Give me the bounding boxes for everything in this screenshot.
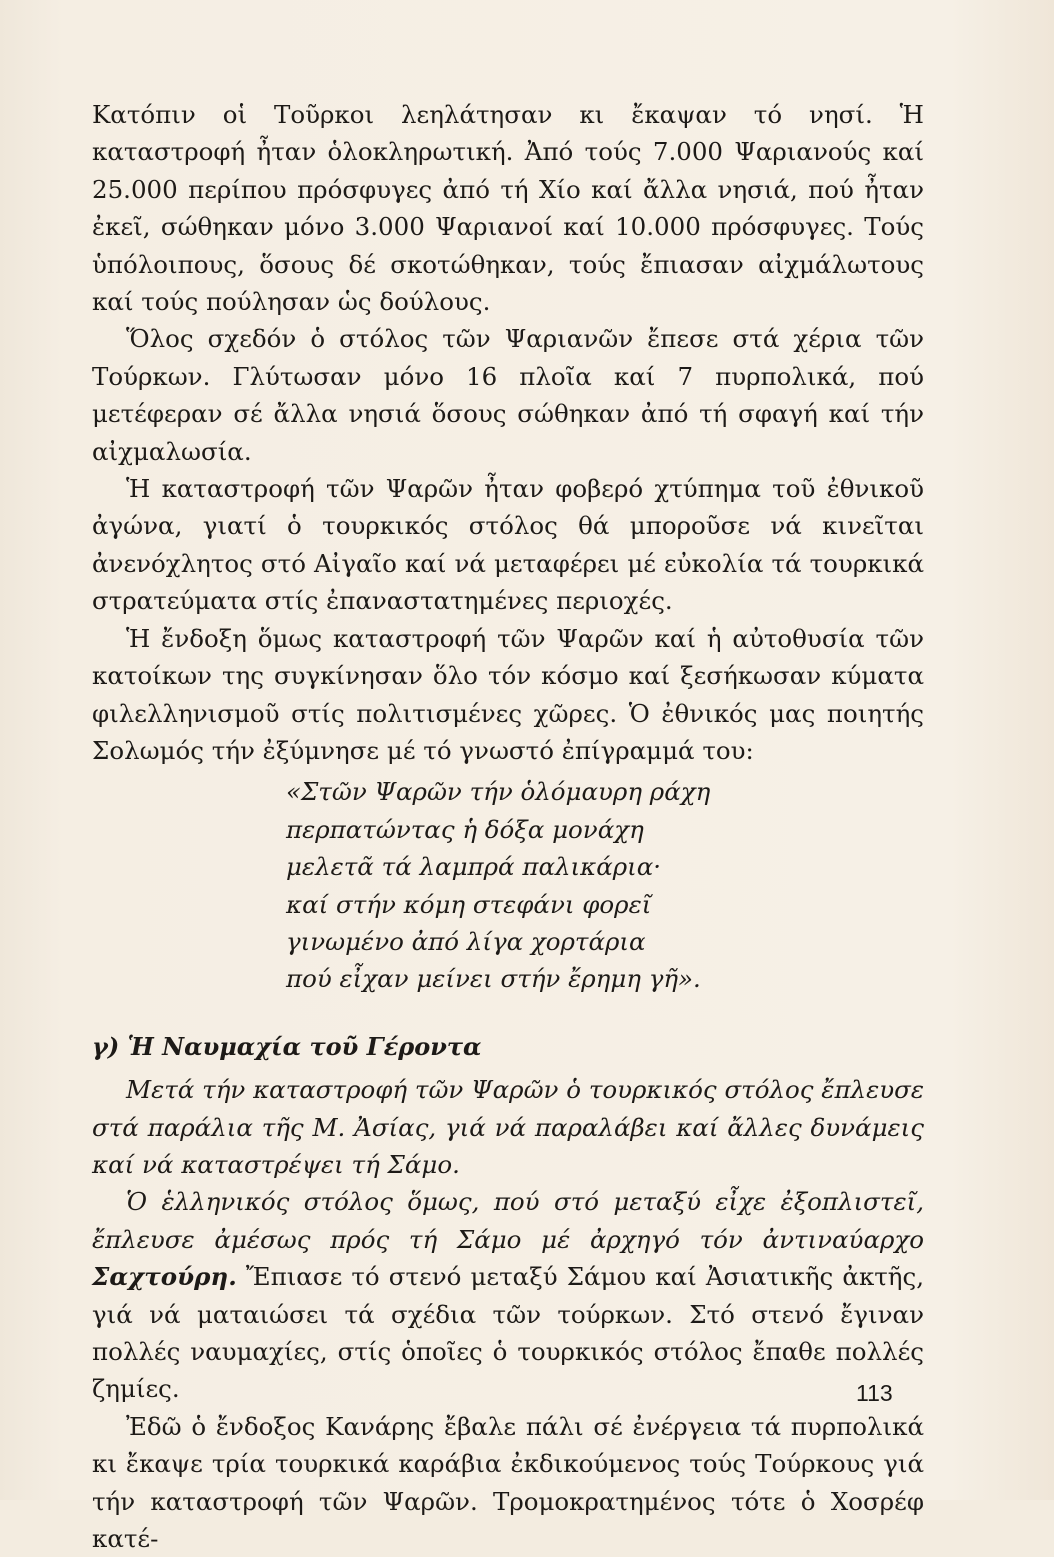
poem-line-6: πού εἶχαν μείνει στήν ἔρημη γῆ».	[286, 964, 701, 994]
admiral-name: Σαχτούρη.	[92, 1262, 237, 1292]
paragraph-6-rest: Ἔπιασε τό στενό μεταξύ Σάμου καί Ἀσιατικῆς ἀκτῆς, γιά νά ματαιώσει τά σχέδια τῶν τούρκων. Στό στενό ἔγιναν πολλές ναυμαχίες, στίς ὁποῖες ὁ τουρκικός στόλος ἔπαθε πολλές ζημίες.	[92, 1262, 924, 1404]
paragraph-5: Μετά τήν καταστροφή τῶν Ψαρῶν ὁ τουρκικός στόλος ἔπλευσε στά παράλια τῆς Μ. Ἀσίας, γιά νά παραλάβει καί ἄλλες δυνάμεις καί νά καταστρέψει τή Σάμο.	[92, 1075, 924, 1179]
paragraph-2: Ὅλος σχεδόν ὁ στόλος τῶν Ψαριανῶν ἔπεσε στά χέρια τῶν Τούρκων. Γλύτωσαν μόνο 16 πλοῖα καί 7 πυρπολικά, πού μετέφεραν σέ ἄλλα νησιά ὅσους σώθηκαν ἀπό τή σφαγή καί τήν αἰχμαλωσία.	[92, 324, 924, 466]
paragraph-6-italic: Ὁ ἑλληνικός στόλος ὅμως, πού στό μεταξύ εἶχε ἐξοπλιστεῖ, ἔπλευσε ἀμέσως πρός τή Σάμο μέ ἀρχηγό τόν ἀντιναύαρχο	[92, 1187, 924, 1254]
page-number: 113	[856, 1380, 893, 1406]
page-body	[92, 96, 924, 1557]
poem-line-3: μελετᾶ τά λαμπρά παλικάρια·	[286, 852, 662, 882]
paragraph-3: Ἡ καταστροφή τῶν Ψαρῶν ἦταν φοβερό χτύπημα τοῦ ἐθνικοῦ ἀγώνα, γιατί ὁ τουρκικός στόλος θά μποροῦσε νά κινεῖται ἀνενόχλητος στό Αἰγαῖο καί νά μεταφέρει μέ εὐκολία τά τουρκικά στρατεύματα στίς ἐπαναστατημένες περιοχές.	[92, 474, 924, 616]
paragraph-6	[92, 1183, 924, 1407]
poem-line-4: καί στήν κόμη στεφάνι φορεῖ	[286, 889, 652, 919]
paragraph-1: Κατόπιν οἱ Τοῦρκοι λεηλάτησαν κι ἔκαψαν τό νησί. Ἡ καταστροφή ἦταν ὁλοκληρωτική. Ἀπό τούς 7.000 Ψαριανούς καί 25.000 περίπου πρόσφυγες ἀπό τή Χίο καί ἄλλα νησιά, πού ἦταν ἐκεῖ, σώθηκαν μόνο 3.000 Ψαριανοί καί 10.000 πρόσφυγες. Τούς ὑπόλοιπους, ὅσους δέ σκοτώθηκαν, τούς ἔπιασαν αἰχμάλωτους καί τούς πούλησαν ὡς δούλους.	[92, 100, 924, 317]
poem-line-1: «Στῶν Ψαρῶν τήν ὁλόμαυρη ράχη	[286, 777, 711, 807]
section-heading: γ) Ἡ Ναυμαχία τοῦ Γέροντα	[92, 1031, 482, 1061]
paragraph-4: Ἡ ἔνδοξη ὅμως καταστροφή τῶν Ψαρῶν καί ἡ αὐτοθυσία τῶν κατοίκων της συγκίνησαν ὅλο τόν κόσμο καί ξεσήκωσαν κύματα φιλελληνισμοῦ στίς πολιτισμένες χῶρες. Ὁ ἐθνικός μας ποιητής Σολωμός τήν ἐξύμνησε μέ τό γνωστό ἐπίγραμμά του:	[92, 623, 924, 765]
poem-line-5: γινωμένο ἀπό λίγα χορτάρια	[286, 926, 646, 956]
poem-line-2: περπατώντας ἡ δόξα μονάχη	[286, 814, 644, 844]
epigram-poem	[286, 773, 924, 997]
paragraph-7: Ἐδῶ ὁ ἔνδοξος Κανάρης ἔβαλε πάλι σέ ἐνέργεια τά πυρπολικά κι ἔκαψε τρία τουρκικά καράβια ἐκδικούμενος τούς Τούρκους γιά τήν καταστροφή τῶν Ψαρῶν. Τρομοκρατημένος τότε ὁ Χοσρέφ κατέ-	[92, 1411, 924, 1554]
